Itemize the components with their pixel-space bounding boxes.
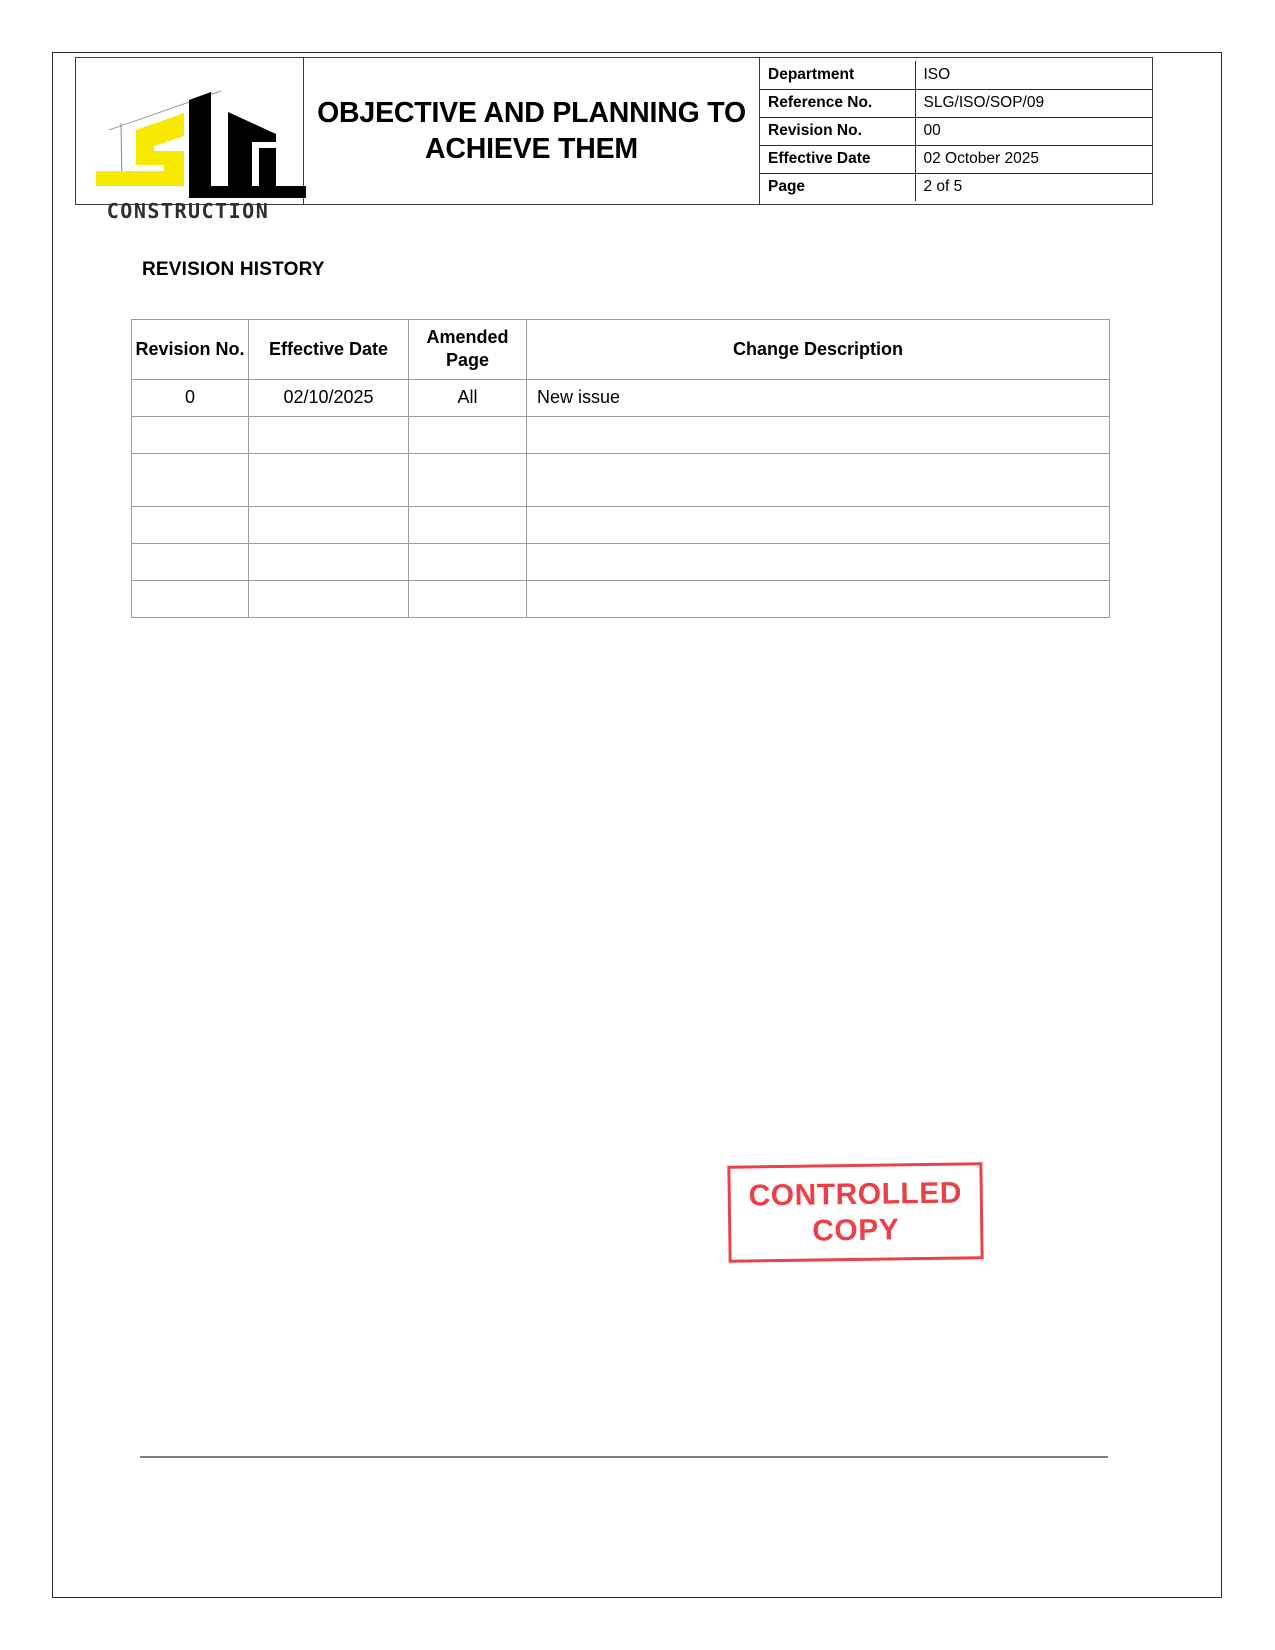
logo-cell xyxy=(76,58,304,223)
slg-construction-logo-icon xyxy=(76,58,303,223)
cell-amended-page xyxy=(409,416,527,453)
cell-effective-date xyxy=(249,416,409,453)
stamp-line-2: COPY xyxy=(812,1212,900,1248)
column-header-revision-no: Revision No. xyxy=(132,320,249,380)
cell-change-description xyxy=(527,580,1110,617)
cell-change-description xyxy=(527,453,1110,506)
cell-amended-page xyxy=(409,453,527,506)
cell-revision-no: 0 xyxy=(132,379,249,416)
table-header-row xyxy=(132,320,1110,380)
cell-change-description xyxy=(527,506,1110,543)
cell-revision-no xyxy=(132,416,249,453)
table-row xyxy=(132,379,1110,416)
cell-effective-date: 02/10/2025 xyxy=(249,379,409,416)
meta-value-department: ISO xyxy=(915,61,1152,89)
cell-amended-page xyxy=(409,543,527,580)
column-header-effective-date: Effective Date xyxy=(249,320,409,380)
cell-amended-page: All xyxy=(409,379,527,416)
table-row xyxy=(132,453,1110,506)
column-header-amended-page: Amended Page xyxy=(409,320,527,380)
meta-label-effective-date: Effective Date xyxy=(760,145,915,173)
table-row xyxy=(132,416,1110,453)
footer-divider xyxy=(140,1456,1108,1458)
cell-effective-date xyxy=(249,543,409,580)
page-border xyxy=(52,52,1222,1598)
document-title: OBJECTIVE AND PLANNING TO ACHIEVE THEM xyxy=(304,58,760,205)
revision-history-heading: REVISION HISTORY xyxy=(142,259,325,280)
svg-text:CONSTRUCTION: CONSTRUCTION xyxy=(106,199,270,223)
stamp-line-1: CONTROLLED xyxy=(748,1176,963,1213)
meta-row-reference-no xyxy=(760,89,1152,117)
meta-value-revision-no: 00 xyxy=(915,117,1152,145)
revision-history-table xyxy=(131,319,1110,618)
document-header-table xyxy=(75,57,1153,223)
document-meta-cell xyxy=(760,58,1153,205)
document-meta-table xyxy=(760,61,1152,201)
meta-label-reference-no: Reference No. xyxy=(760,89,915,117)
meta-row-department xyxy=(760,61,1152,89)
cell-effective-date xyxy=(249,453,409,506)
meta-label-page: Page xyxy=(760,173,915,201)
meta-value-reference-no: SLG/ISO/SOP/09 xyxy=(915,89,1152,117)
cell-effective-date xyxy=(249,506,409,543)
cell-change-description xyxy=(527,416,1110,453)
cell-amended-page xyxy=(409,580,527,617)
table-row xyxy=(132,506,1110,543)
meta-label-department: Department xyxy=(760,61,915,89)
company-logo xyxy=(76,58,303,223)
cell-revision-no xyxy=(132,506,249,543)
cell-amended-page xyxy=(409,506,527,543)
cell-change-description xyxy=(527,543,1110,580)
cell-revision-no xyxy=(132,453,249,506)
cell-effective-date xyxy=(249,580,409,617)
meta-value-page: 2 of 5 xyxy=(915,173,1152,201)
meta-row-effective-date xyxy=(760,145,1152,173)
meta-label-revision-no: Revision No. xyxy=(760,117,915,145)
controlled-copy-stamp xyxy=(727,1162,983,1263)
cell-revision-no xyxy=(132,543,249,580)
table-row xyxy=(132,543,1110,580)
meta-row-page xyxy=(760,173,1152,201)
column-header-change-description: Change Description xyxy=(527,320,1110,380)
table-row xyxy=(132,580,1110,617)
meta-row-revision-no xyxy=(760,117,1152,145)
cell-change-description: New issue xyxy=(527,379,1110,416)
meta-value-effective-date: 02 October 2025 xyxy=(915,145,1152,173)
cell-revision-no xyxy=(132,580,249,617)
